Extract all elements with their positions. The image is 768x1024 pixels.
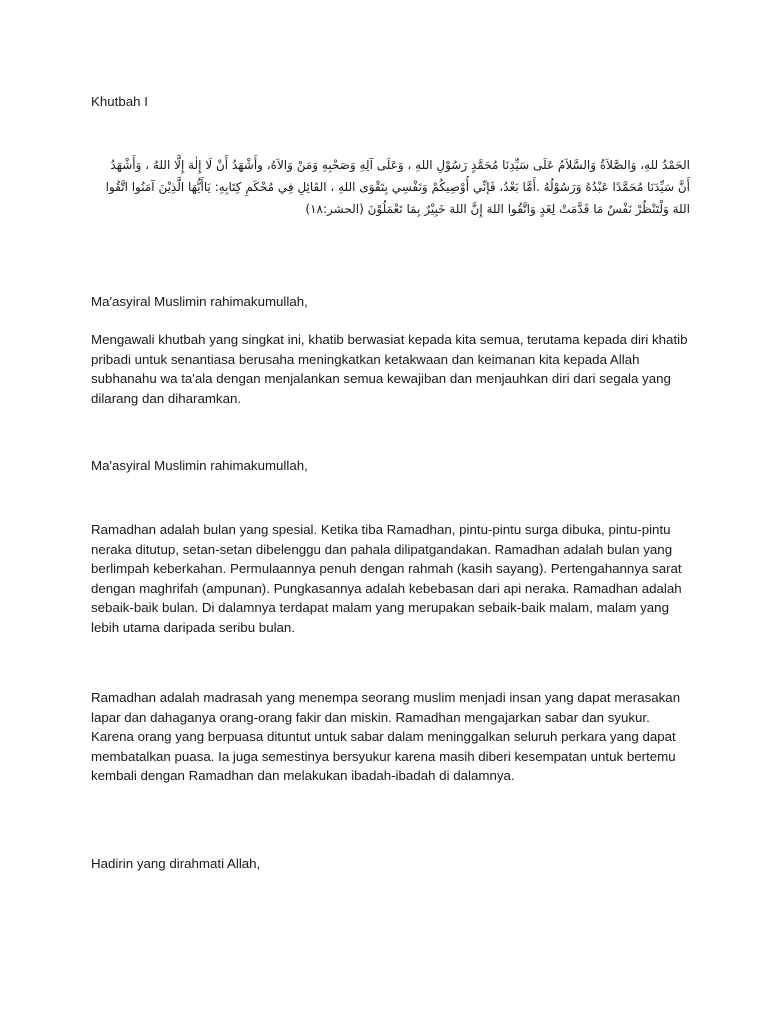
salutation-paragraph: Hadirin yang dirahmati Allah, bbox=[91, 856, 261, 871]
arabic-line: الحَمْدُ للهِ، وَالصَّلاَةُ وَالسَّلاَمُ عَلَى سَيِّدِنَا مُحَمَّدٍ رَسُوْلِ اللهِ ، وَعَلَى آلِهِ وَصَحْبِهِ وَمَنْ وَالاَهُ، وأَشْهَدُ أَنْ لَا إِلٰهَ إِلَّا اللهُ ، وَأَشْهَدُ bbox=[110, 158, 690, 172]
ramadhan-paragraph: Ramadhan adalah bulan yang spesial. Ketika tiba Ramadhan, pintu-pintu surga dibuka, pintu-pintu neraka ditutup, setan-setan dibelenggu dan pahala dilipatgandakan. Ramadhan adalah bulan yang berlimpah keberkahan. Permulaannya penuh dengan rahmah (kasih sayang). Pertengahannya sarat dengan maghrifah (ampunan). Pungkasannya adalah kebebasan dari api neraka. Ramadhan adalah sebaik-baik bulan. Di dalamnya terdapat malam yang merupakan sebaik-baik malam, malam yang lebih utama daripada seribu bulan. bbox=[91, 522, 682, 635]
salutation-paragraph: Ma'asyiral Muslimin rahimakumullah, bbox=[91, 458, 308, 473]
intro-paragraph: Mengawali khutbah yang singkat ini, khatib berwasiat kepada kita semua, terutama kepada diri khatib pribadi untuk senantiasa berusaha meningkatkan ketakwaan dan keimanan kita kepada Allah subhanahu wa ta'ala dengan menjalankan semua kewajiban dan menjauhkan diri dari segala yang dilarang dan diharamkan. bbox=[91, 332, 688, 406]
document-title: Khutbah I bbox=[91, 94, 148, 109]
salutation-paragraph: Ma'asyiral Muslimin rahimakumullah, bbox=[91, 294, 308, 309]
ramadhan-madrasah-paragraph: Ramadhan adalah madrasah yang menempa seorang muslim menjadi insan yang dapat merasakan lapar dan dahaganya orang-orang fakir dan miskin. Ramadhan mengajarkan sabar dan syukur. Karena orang yang berpuasa dituntut untuk sabar dalam meninggalkan seluruh perkara yang dapat membatalkan puasa. Ia juga semestinya bersyukur karena masih diberi kesempatan untuk bertemu kembali dengan Ramadhan dan melakukan ibadah-ibadah di dalamnya. bbox=[91, 690, 681, 784]
arabic-line: اللهَ وَلْتَنْظُرْ نَفْسٌ مَا قَدَّمَتْ لِغَدٍ وَاتَّقُوا اللهَ إِنَّ اللهَ خَبِيْرٌ بِمَا تَعْمَلُوْنَ (الحشر:١٨) bbox=[305, 202, 690, 216]
arabic-opening-text bbox=[80, 154, 690, 220]
arabic-line: أَنَّ سَيِّدَنَا مُحَمَّدًا عَبْدُهُ وَرَسُوْلُهُ .أَمَّا بَعْدُ، فَإنِّي أُوْصِيكُمْ وَنَفْسِي بِتَقْوَى اللهِ ، القَائِلِ فِي مُحْكَمِ كِتَابِهِ: يَاأَيُّهَا الَّذِيْنَ آمَنُوا اتَّقُوا bbox=[105, 180, 690, 194]
